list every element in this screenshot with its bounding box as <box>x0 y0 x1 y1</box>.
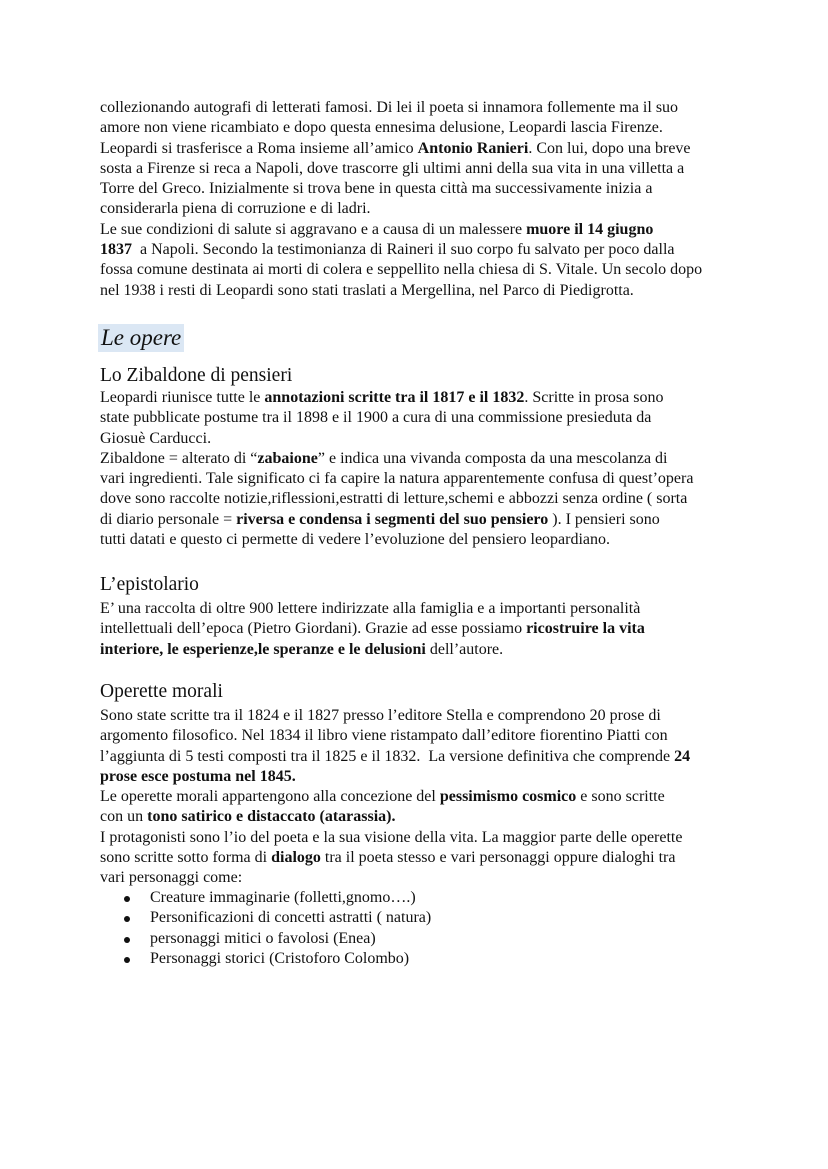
bold-text: pessimismo cosmico <box>439 788 577 806</box>
bullet-text: Personaggi storici (Cristoforo Colombo) <box>150 949 410 967</box>
bold-text: 1837 <box>100 241 132 259</box>
text-line <box>100 139 702 159</box>
text-segment: I protagonisti sono l’io del poeta e la sua visione della vita. La maggior parte delle operette <box>100 828 683 846</box>
bold-text: 24 <box>674 747 691 765</box>
text-segment: argomento filosofico. Nel 1834 il libro viene ristampato dall’editore fiorentino Piatti con <box>100 727 668 745</box>
text-segment: sono scritte sotto forma di <box>100 849 272 867</box>
text-segment: intellettuali dell’epoca (Pietro Giordani). Grazie ad esse possiamo <box>100 620 527 638</box>
text-line <box>100 807 690 827</box>
text-segment: tutti datati e questo ci permette di vedere l’evoluzione del pensiero leopardiano. <box>100 531 611 549</box>
bullet-icon <box>124 896 130 902</box>
text-line <box>100 640 645 660</box>
text-segment: Sono state scritte tra il 1824 e il 1827 presso l’editore Stella e comprendono 20 prose di <box>100 707 661 724</box>
zibaldone-heading: Lo Zibaldone di pensieri <box>100 365 293 386</box>
text-line <box>100 429 693 449</box>
text-line <box>100 220 702 240</box>
text-line <box>100 179 702 199</box>
bullet-text: Personificazioni di concetti astratti ( natura) <box>150 909 432 927</box>
text-line <box>100 848 690 868</box>
text-line <box>100 489 693 509</box>
text-line <box>100 408 693 428</box>
text-segment: considerarla piena di corruzione e di ladri. <box>100 200 371 218</box>
text-segment: dove sono raccolte notizie,riflessioni,estratti di letture,schemi e abbozzi senza ordine ( sorta <box>100 490 688 508</box>
text-segment: vari ingredienti. Tale significato ci fa capire la natura apparentemente confusa di quest’opera <box>100 470 694 488</box>
text-segment: nel 1938 i resti di Leopardi sono stati traslati a Mergellina, nel Parco di Piedigrotta. <box>100 281 634 299</box>
text-line <box>100 118 702 138</box>
text-segment: e sono scritte <box>576 788 665 806</box>
text-segment: ). I pensieri sono <box>548 510 660 528</box>
text-line <box>100 510 693 530</box>
bullet-text: personaggi mitici o favolosi (Enea) <box>150 929 376 947</box>
text-segment: sosta a Firenze si reca a Napoli, dove trascorre gli ultimi anni della sua vita in una villetta a <box>100 159 685 177</box>
text-segment: Torre del Greco. Inizialmente si trova bene in questa città ma successivamente inizia a <box>100 180 653 198</box>
bold-text: riversa e condensa i segmenti del suo pensiero <box>236 510 549 528</box>
operette-heading: Operette morali <box>100 681 223 702</box>
text-line <box>100 828 690 848</box>
bullet-icon <box>124 937 130 943</box>
bold-text: annotazioni scritte tra il 1817 e il 1832 <box>264 389 525 406</box>
operette-bullet-list <box>124 888 431 969</box>
text-segment: . Scritte in prosa sono <box>524 389 664 406</box>
bold-text: dialogo <box>271 849 321 867</box>
bullet-item <box>124 929 431 949</box>
bold-text: zabaione <box>257 449 318 467</box>
text-segment: Giosuè Carducci. <box>100 429 212 447</box>
bullet-item <box>124 949 431 969</box>
text-segment: l’aggiunta di 5 testi composti tra il 1825 e il 1832. La versione definitiva che comprende <box>100 747 675 765</box>
text-line <box>100 469 693 489</box>
text-line <box>100 240 702 260</box>
text-segment: Le sue condizioni di salute si aggravano e a causa di un malessere <box>100 220 527 238</box>
bullet-item <box>124 908 431 928</box>
text-line <box>100 767 690 787</box>
text-line <box>100 98 702 118</box>
text-segment: con un <box>100 808 148 826</box>
text-segment: Leopardi riunisce tutte le <box>100 389 265 406</box>
zibaldone-paragraph <box>100 388 693 550</box>
text-segment: a Napoli. Secondo la testimonianza di Raineri il suo corpo fu salvato per poco dalla <box>132 241 675 259</box>
bullet-icon <box>124 957 130 963</box>
text-line <box>100 599 645 619</box>
bold-text: tono satirico e distaccato (atarassia). <box>147 808 396 826</box>
text-line <box>100 868 690 888</box>
text-segment: ” e indica una vivanda composta da una mescolanza di <box>317 449 668 467</box>
text-line <box>100 747 690 767</box>
epistolario-heading: L’epistolario <box>100 574 199 595</box>
text-segment: dell’autore. <box>425 640 504 658</box>
text-segment: Le operette morali appartengono alla concezione del <box>100 788 440 806</box>
text-line <box>100 530 693 550</box>
bold-text: interiore, le esperienze,le speranze e le delusioni <box>100 640 426 658</box>
text-line <box>100 619 645 639</box>
text-line <box>100 388 693 408</box>
text-segment: fossa comune destinata ai morti di colera e seppellito nella chiesa di S. Vitale. Un secolo dopo <box>100 261 703 279</box>
section-title: Le opere <box>98 324 184 352</box>
text-line <box>100 787 690 807</box>
bold-text: prose esce postuma nel 1845. <box>100 767 296 785</box>
text-line <box>100 159 702 179</box>
text-segment: di diario personale = <box>100 510 237 528</box>
text-line <box>100 260 702 280</box>
text-segment: E’ una raccolta di oltre 900 lettere indirizzate alla famiglia e a importanti personalità <box>100 600 641 617</box>
bullet-icon <box>124 916 130 922</box>
text-line <box>100 281 702 301</box>
text-segment: tra il poeta stesso e vari personaggi oppure dialoghi tra <box>320 849 676 867</box>
bold-text: muore il 14 giugno <box>526 220 654 238</box>
text-segment: vari personaggi come: <box>100 869 243 887</box>
bold-text: ricostruire la vita <box>526 620 645 638</box>
text-segment: state pubblicate postume tra il 1898 e il 1900 a cura di una commissione presieduta da <box>100 409 652 427</box>
text-line <box>100 726 690 746</box>
epistolario-paragraph <box>100 599 645 660</box>
text-segment: amore non viene ricambiato e dopo questa ennesima delusione, Leopardi lascia Firenze. <box>100 119 663 137</box>
text-segment: collezionando autografi di letterati famosi. Di lei il poeta si innamora follemente ma il suo <box>100 99 679 116</box>
text-line <box>100 449 693 469</box>
text-segment: Zibaldone = alterato di “ <box>100 449 258 467</box>
text-segment: . Con lui, dopo una breve <box>528 139 691 157</box>
text-segment: Leopardi si trasferisce a Roma insieme all’amico <box>100 139 418 157</box>
bullet-item <box>124 888 431 908</box>
text-line <box>100 706 690 726</box>
operette-paragraph <box>100 706 690 889</box>
intro-paragraph <box>100 98 702 301</box>
text-line <box>100 199 702 219</box>
bold-text: Antonio Ranieri <box>417 139 529 157</box>
bullet-text: Creature immaginarie (folletti,gnomo….) <box>150 889 416 906</box>
